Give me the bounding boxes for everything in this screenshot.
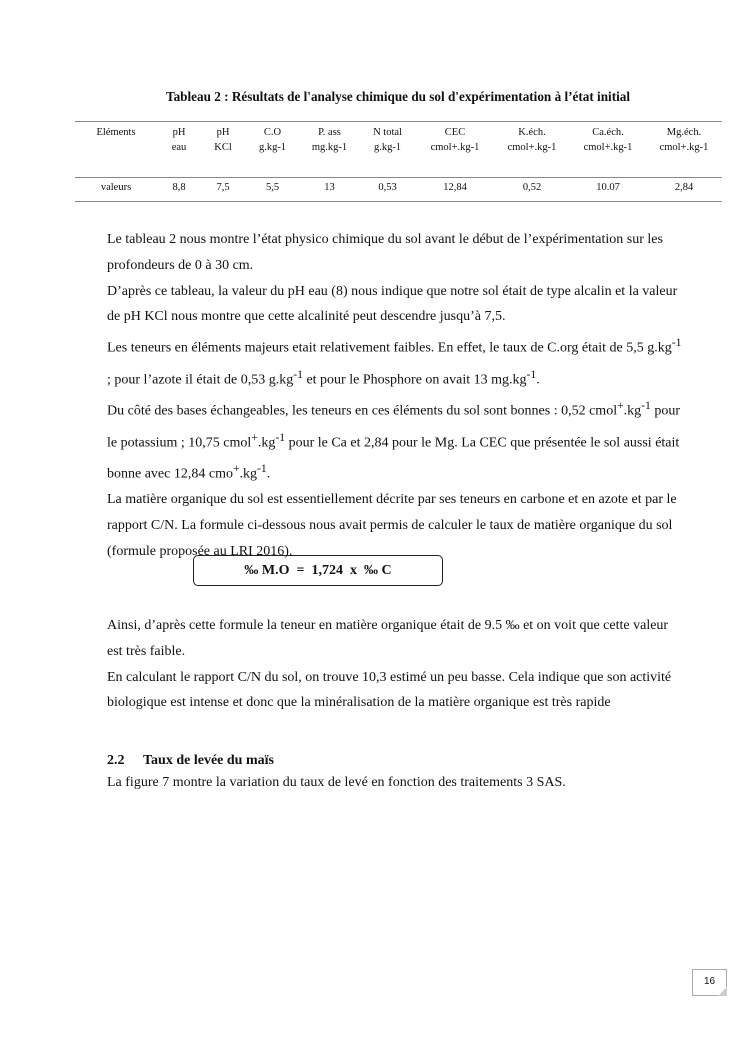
- header-k-ech: K.éch. cmol+.kg-1: [507, 127, 557, 153]
- cell-n-total: 0,53: [378, 182, 397, 193]
- header-ph-kcl: pH KCl: [214, 127, 232, 153]
- section-heading: [107, 751, 274, 771]
- paragraph-7: En calculant le rapport C/N du sol, on trouve 10,3 estimé un peu basse. Cela indique que son activité biologique est intense et donc que la minéralisation de la matière organique est très rapide: [107, 669, 672, 711]
- cell-p-ass: 13: [324, 182, 335, 193]
- paragraph-2: D’après ce tableau, la valeur du pH eau (8) nous indique que notre sol était de type alcalin et la valeur de pH KCl nous montre que cette alcalinité peut descendre jusqu’à 7,5.: [107, 283, 678, 325]
- header-p-ass: P. ass mg.kg-1: [311, 127, 348, 153]
- analysis-text: [107, 227, 687, 565]
- table-caption: Tableau 2 : Résultats de l'analyse chimique du sol d'expérimentation à l’état initial: [165, 89, 631, 104]
- cell-k-ech: 0,52: [522, 182, 542, 193]
- cell-co: 5,5: [265, 182, 280, 193]
- paragraph-6: Ainsi, d’après cette formule la teneur en matière organique était de 9.5 ‰ et on voit que cette valeur est très faible.: [107, 618, 669, 659]
- header-cec: CEC cmol+.kg-1: [430, 127, 480, 153]
- header-co: C.O g.kg-1: [258, 127, 287, 153]
- header-n-total: N total g.kg-1: [373, 127, 402, 153]
- header-ca-ech: Ca.éch. cmol+.kg-1: [583, 127, 633, 153]
- paragraph-4: Du côté des bases échangeables, les teneurs en ces éléments du sol sont bonnes : 0,52 $cmol^+.kg^{-1}$ pour le potassium ; 10,75 $cmol^+.kg^{-1}$ pour le Ca et 2,84 pour le Mg. La CEC que présentée le sol aussi était bonne avec 12,84 $cmo^+.kg^{-1}$.: [107, 399, 681, 482]
- table-row: [75, 178, 722, 202]
- section-number: 2.2: [107, 753, 125, 768]
- header-elements: Eléments: [96, 127, 136, 138]
- section-text: La figure 7 montre la variation du taux de levé en fonction des traitements 3 SAS.: [107, 775, 566, 790]
- page-number: 16: [692, 969, 727, 996]
- soil-analysis-table: [75, 121, 722, 202]
- cell-mg-ech: 2,84: [674, 182, 694, 193]
- paragraph-3: Les teneurs en éléments majeurs etait relativement faibles. En effet, le taux de C.org était de 5,5 $g.kg^{-1}$ ; pour l’azote il était de 0,53 $g.kg^{-1}$ et pour le Phosphore on avait 13 $mg.kg^{-1}$.: [107, 336, 682, 388]
- conclusion-text: [107, 613, 687, 716]
- header-mg-ech: Mg.éch. cmol+.kg-1: [659, 127, 709, 153]
- cell-ph-eau: 8,8: [172, 182, 186, 193]
- formula-box: ‰ M.O = 1,724 x ‰ C: [193, 555, 443, 586]
- cell-cec: 12,84: [443, 182, 467, 193]
- table-header-row: [75, 122, 722, 178]
- page-fold-icon: [718, 987, 727, 996]
- header-ph-eau: pH eau: [171, 127, 187, 153]
- cell-ph-kcl: 7,5: [216, 182, 230, 193]
- cell-ca-ech: 10.07: [596, 182, 620, 193]
- row-label: valeurs: [100, 182, 132, 193]
- section-title: Taux de levée du maïs: [143, 753, 274, 768]
- paragraph-1: Le tableau 2 nous montre l’état physico chimique du sol avant le début de l’expérimentation sur les profondeurs de 0 à 30 cm.: [107, 232, 663, 273]
- paragraph-5: La matière organique du sol est essentiellement décrite par ses teneurs en carbone et en azote et par le rapport C/N. La formule ci-dessous nous avait permis de calculer le taux de matière organique du sol (formule proposée au LRI 2016).: [107, 492, 677, 560]
